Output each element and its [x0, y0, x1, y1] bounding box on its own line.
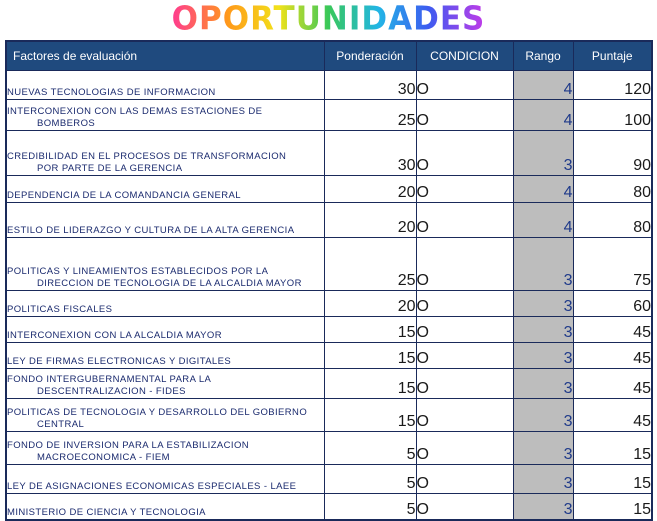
factor-line-1: FONDO DE INVERSION PARA LA ESTABILIZACION	[7, 440, 249, 451]
rango-cell: 3	[513, 369, 573, 399]
evaluation-table	[5, 40, 653, 521]
factor-cell	[6, 131, 324, 176]
factor-line-1: LEY DE ASIGNACIONES ECONOMICAS ESPECIALES - LAEE	[7, 481, 297, 492]
factor-cell	[6, 432, 324, 465]
table-row	[6, 399, 652, 432]
ponderacion-cell: 5	[324, 465, 416, 494]
condicion-cell: O	[416, 494, 513, 520]
factor-line-2: MACROECONOMICA - FIEM	[37, 452, 170, 463]
factor-cell	[6, 238, 324, 291]
puntaje-cell: 45	[573, 343, 652, 369]
factor-cell	[6, 399, 324, 432]
rango-cell: 3	[513, 317, 573, 343]
rango-cell: 3	[513, 131, 573, 176]
factor-line-1: ESTILO DE LIDERAZGO Y CULTURA DE LA ALTA GERENCIA	[7, 225, 295, 236]
factor-line-1: LEY DE FIRMAS ELECTRONICAS Y DIGITALES	[7, 356, 232, 367]
ponderacion-cell: 5	[324, 432, 416, 465]
ponderacion-cell: 20	[324, 291, 416, 317]
condicion-cell: O	[416, 343, 513, 369]
puntaje-cell: 80	[573, 203, 652, 238]
factor-cell	[6, 317, 324, 343]
rango-cell: 3	[513, 343, 573, 369]
ponderacion-cell: 15	[324, 399, 416, 432]
table-row	[6, 291, 652, 317]
header-condicion: CONDICION	[416, 41, 513, 71]
table-row	[6, 131, 652, 176]
condicion-cell: O	[416, 71, 513, 100]
factor-line-2: BOMBEROS	[37, 118, 96, 129]
factor-cell	[6, 343, 324, 369]
factor-line-1: POLITICAS FISCALES	[7, 304, 113, 315]
factor-line-1: DEPENDENCIA DE LA COMANDANCIA GENERAL	[7, 190, 241, 201]
condicion-cell: O	[416, 399, 513, 432]
table-row	[6, 203, 652, 238]
table-row	[6, 343, 652, 369]
header-factor: Factores de evaluación	[6, 41, 324, 71]
puntaje-cell: 120	[573, 71, 652, 100]
puntaje-cell: 45	[573, 399, 652, 432]
condicion-cell: O	[416, 100, 513, 131]
ponderacion-cell: 15	[324, 317, 416, 343]
factor-cell	[6, 291, 324, 317]
ponderacion-cell: 25	[324, 100, 416, 131]
factor-line-2: POR PARTE DE LA GERENCIA	[37, 163, 183, 174]
puntaje-cell: 45	[573, 317, 652, 343]
factor-cell	[6, 71, 324, 100]
factor-cell	[6, 369, 324, 399]
rango-cell: 3	[513, 291, 573, 317]
ponderacion-cell: 5	[324, 494, 416, 520]
header-ponderacion: Ponderación	[324, 41, 416, 71]
factor-cell	[6, 465, 324, 494]
ponderacion-cell: 30	[324, 131, 416, 176]
factor-cell	[6, 203, 324, 238]
factor-cell	[6, 494, 324, 520]
header-puntaje: Puntaje	[573, 41, 652, 71]
condicion-cell: O	[416, 176, 513, 203]
puntaje-cell: 90	[573, 131, 652, 176]
table-row	[6, 238, 652, 291]
condicion-cell: O	[416, 432, 513, 465]
puntaje-cell: 60	[573, 291, 652, 317]
table-row	[6, 100, 652, 131]
ponderacion-cell: 15	[324, 369, 416, 399]
rango-cell: 3	[513, 238, 573, 291]
condicion-cell: O	[416, 131, 513, 176]
puntaje-cell: 80	[573, 176, 652, 203]
rango-cell: 3	[513, 465, 573, 494]
rango-cell: 4	[513, 100, 573, 131]
condicion-cell: O	[416, 465, 513, 494]
puntaje-cell: 45	[573, 369, 652, 399]
table-row	[6, 71, 652, 100]
condicion-cell: O	[416, 203, 513, 238]
title-banner	[0, 0, 657, 38]
condicion-cell: O	[416, 291, 513, 317]
table-row	[6, 369, 652, 399]
page-title: OPORTUNIDADES	[171, 0, 486, 38]
ponderacion-cell: 25	[324, 238, 416, 291]
puntaje-cell: 100	[573, 100, 652, 131]
factor-line-1: POLITICAS Y LINEAMIENTOS ESTABLECIDOS POR LA	[7, 266, 269, 277]
table-header	[6, 41, 652, 71]
condicion-cell: O	[416, 238, 513, 291]
factor-line-1: MINISTERIO DE CIENCIA Y TECNOLOGIA	[7, 506, 206, 518]
factor-line-2: CENTRAL	[37, 419, 85, 430]
table-body	[6, 71, 652, 520]
factor-line-2: DESCENTRALIZACION - FIDES	[37, 386, 186, 397]
rango-cell: 4	[513, 203, 573, 238]
table-row	[6, 432, 652, 465]
factor-cell	[6, 100, 324, 131]
puntaje-cell: 15	[573, 494, 652, 520]
condicion-cell: O	[416, 369, 513, 399]
condicion-cell: O	[416, 317, 513, 343]
rango-cell: 4	[513, 71, 573, 100]
factor-line-1: NUEVAS TECNOLOGIAS DE INFORMACION	[7, 87, 216, 98]
factor-line-1: FONDO INTERGUBERNAMENTAL PARA LA	[7, 374, 212, 385]
factor-line-2: DIRECCION DE TECNOLOGIA DE LA ALCALDIA MAYOR	[37, 278, 302, 289]
ponderacion-cell: 20	[324, 176, 416, 203]
ponderacion-cell: 30	[324, 71, 416, 100]
factor-line-1: POLITICAS DE TECNOLOGIA Y DESARROLLO DEL GOBIERNO	[7, 407, 308, 418]
puntaje-cell: 15	[573, 465, 652, 494]
factor-cell	[6, 176, 324, 203]
rango-cell: 4	[513, 176, 573, 203]
table-row	[6, 465, 652, 494]
rango-cell: 3	[513, 494, 573, 520]
ponderacion-cell: 15	[324, 343, 416, 369]
rango-cell: 3	[513, 399, 573, 432]
table-row	[6, 176, 652, 203]
puntaje-cell: 15	[573, 432, 652, 465]
table-row	[6, 317, 652, 343]
factor-line-1: INTERCONEXION CON LA ALCALDIA MAYOR	[7, 330, 222, 341]
rango-cell: 3	[513, 432, 573, 465]
factor-line-1: INTERCONEXION CON LAS DEMAS ESTACIONES DE	[7, 106, 263, 117]
factor-line-1: CREDIBILIDAD EN EL PROCESOS DE TRANSFORMACION	[7, 151, 287, 162]
table-row	[6, 494, 652, 520]
ponderacion-cell: 20	[324, 203, 416, 238]
header-rango: Rango	[513, 41, 573, 71]
puntaje-cell: 75	[573, 238, 652, 291]
